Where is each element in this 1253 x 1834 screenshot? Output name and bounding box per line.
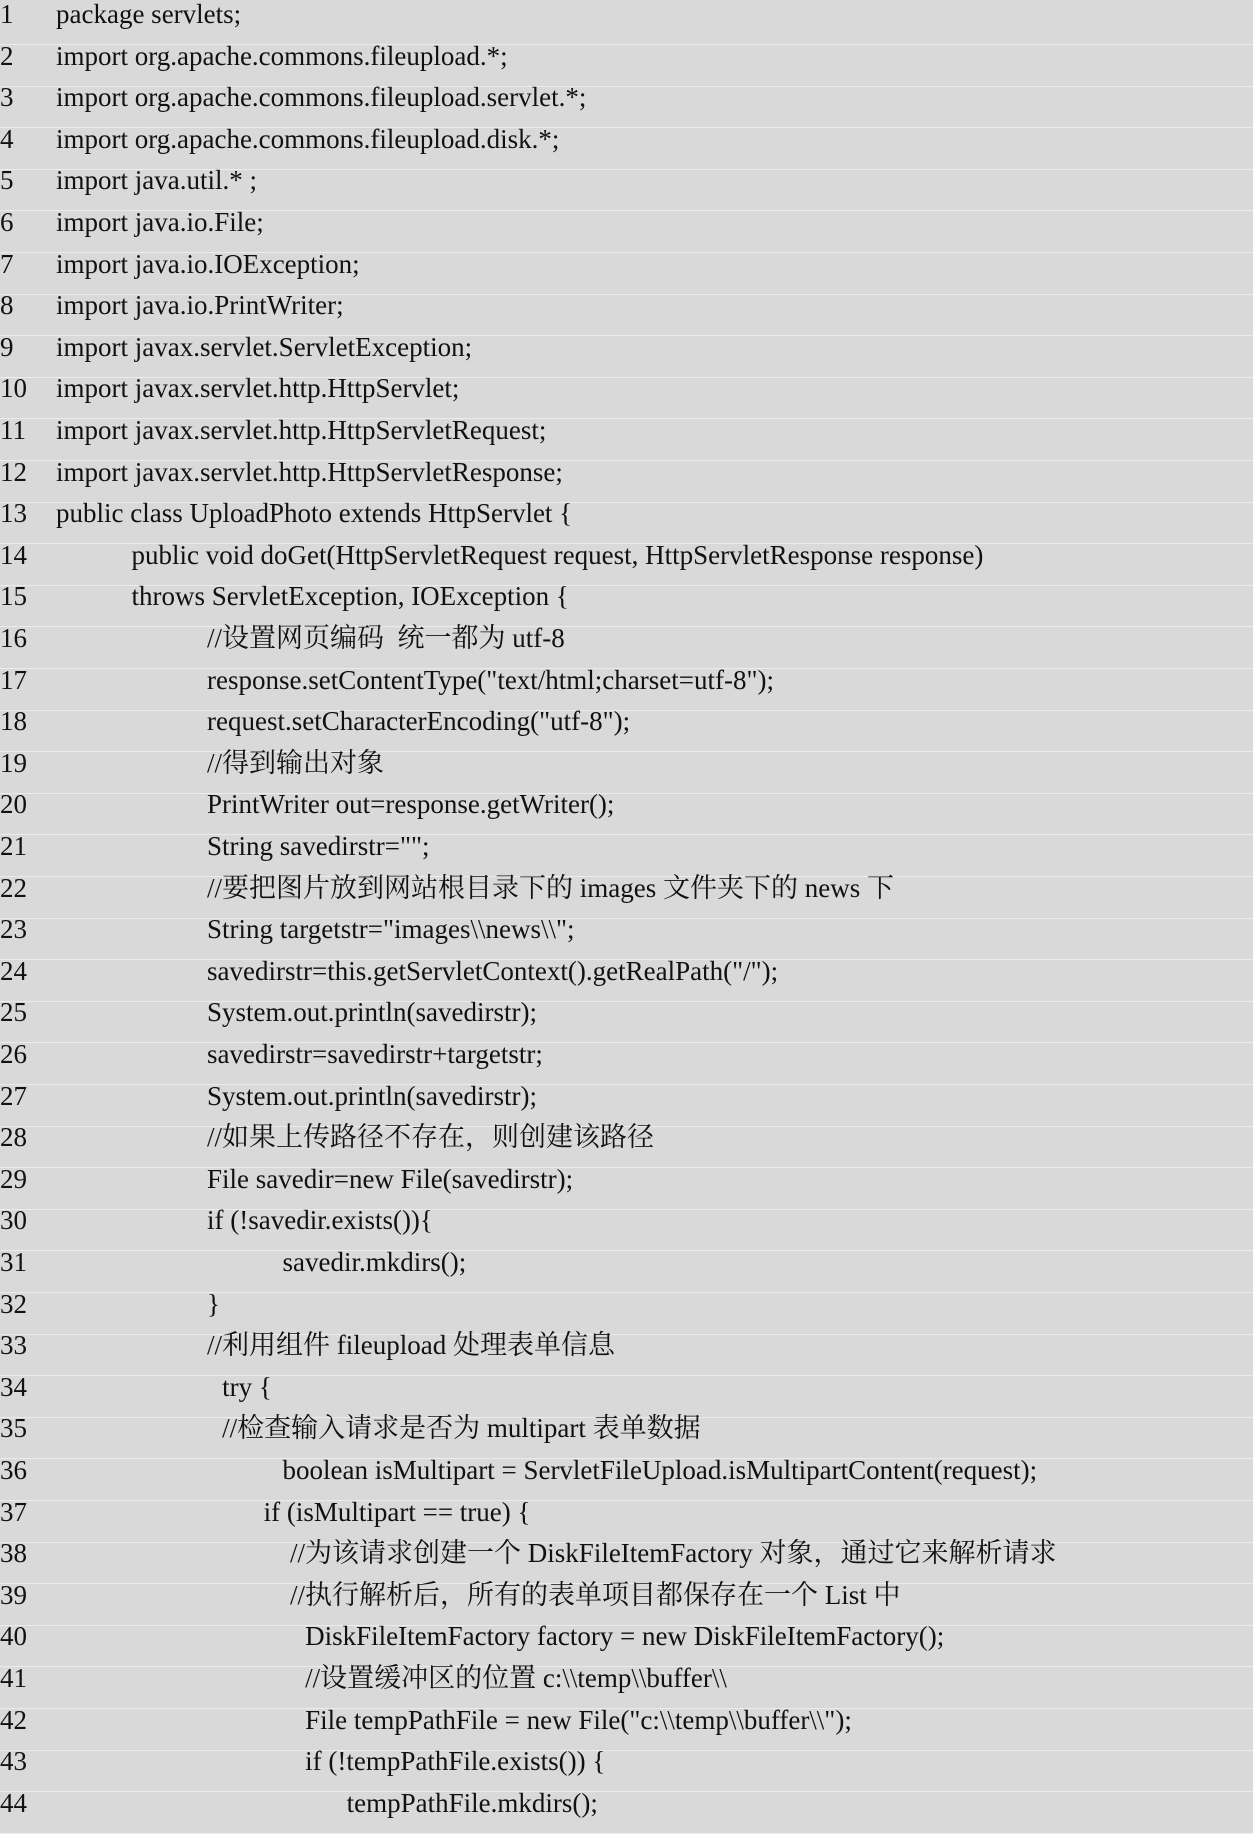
line-number: 4 <box>0 123 14 154</box>
code-text: //得到输出对象 <box>207 747 385 778</box>
code-text: savedir.mkdirs(); <box>282 1247 467 1277</box>
line-number: 17 <box>0 664 27 695</box>
line-number: 35 <box>0 1413 27 1444</box>
line-number: 7 <box>0 248 14 279</box>
code-text: System.out.println(savedirstr); <box>207 1080 537 1111</box>
code-line <box>0 581 1253 627</box>
code-text: //为该请求创建一个 DiskFileItemFactory 对象，通过它来解析请求 <box>290 1538 1057 1569</box>
line-number: 30 <box>0 1205 27 1236</box>
code-line <box>0 1163 1253 1210</box>
code-text: throws ServletException, IOException { <box>131 581 569 612</box>
code-line <box>0 1247 1253 1293</box>
line-number: 26 <box>0 1039 27 1069</box>
line-number: 22 <box>0 872 27 903</box>
line-number: 12 <box>0 456 27 487</box>
line-number: 34 <box>0 1371 27 1402</box>
code-line <box>0 1288 1253 1335</box>
code-text: import java.io.File; <box>56 207 264 237</box>
code-text: import org.apache.commons.fileupload.disk.*; <box>56 123 560 154</box>
code-text: String targetstr="images\\news\\"; <box>207 914 575 945</box>
code-text: import java.io.IOException; <box>56 248 360 279</box>
code-text: //设置网页编码 统一都为 utf-8 <box>207 623 565 653</box>
code-text: tempPathFile.mkdirs(); <box>346 1787 598 1818</box>
code-text: PrintWriter out=response.getWriter(); <box>207 789 615 820</box>
line-number: 23 <box>0 914 27 945</box>
code-line <box>0 747 1253 794</box>
code-text: System.out.println(savedirstr); <box>207 997 537 1028</box>
code-text: //利用组件 fileupload 处理表单信息 <box>207 1330 615 1361</box>
line-number: 1 <box>0 0 14 29</box>
line-number: 13 <box>0 498 27 529</box>
line-number: 28 <box>0 1122 27 1153</box>
code-text: import java.util.* ; <box>56 165 257 196</box>
code-text: //设置缓冲区的位置 c:\\temp\\buffer\\ <box>305 1663 727 1693</box>
code-text: import javax.servlet.http.HttpServletResponse; <box>56 456 563 487</box>
line-number: 44 <box>0 1787 27 1818</box>
line-number: 18 <box>0 706 27 737</box>
code-line <box>0 1704 1253 1751</box>
line-number: 16 <box>0 623 27 653</box>
line-number: 2 <box>0 40 14 71</box>
line-number: 19 <box>0 747 27 778</box>
code-text: //如果上传路径不存在，则创建该路径 <box>207 1122 655 1153</box>
code-line <box>0 872 1253 919</box>
line-number: 41 <box>0 1663 27 1693</box>
code-line <box>0 1455 1253 1501</box>
line-number: 14 <box>0 539 27 570</box>
code-text: public class UploadPhoto extends HttpServlet { <box>56 498 573 529</box>
code-text: import javax.servlet.http.HttpServlet; <box>56 373 460 404</box>
code-text: boolean isMultipart = ServletFileUpload.isMultipartContent(request); <box>282 1455 1038 1485</box>
line-number: 5 <box>0 165 14 196</box>
code-text: String savedirstr=""; <box>207 831 430 861</box>
line-number: 27 <box>0 1080 27 1111</box>
code-text: import org.apache.commons.fileupload.*; <box>56 40 508 71</box>
code-text: request.setCharacterEncoding("utf-8"); <box>207 706 631 737</box>
code-text: } <box>207 1288 220 1319</box>
code-line <box>0 1122 1253 1168</box>
line-number: 24 <box>0 955 27 986</box>
code-line <box>0 1039 1253 1085</box>
code-text: //执行解析后，所有的表单项目都保存在一个 List 中 <box>290 1579 901 1610</box>
line-number: 11 <box>0 415 26 445</box>
line-number: 29 <box>0 1163 27 1194</box>
code-line <box>0 1205 1253 1251</box>
code-text: import org.apache.commons.fileupload.servlet.*; <box>56 82 587 113</box>
line-number: 3 <box>0 82 14 113</box>
code-text: import javax.servlet.ServletException; <box>56 331 473 362</box>
code-text: DiskFileItemFactory factory = new DiskFileItemFactory(); <box>305 1621 945 1652</box>
line-number: 9 <box>0 331 14 362</box>
code-text: if (!tempPathFile.exists()) { <box>305 1746 606 1777</box>
line-number: 6 <box>0 207 14 237</box>
code-text: public void doGet(HttpServletRequest request, HttpServletResponse response) <box>131 539 984 570</box>
line-number: 40 <box>0 1621 27 1652</box>
code-line <box>0 789 1253 835</box>
code-text: import javax.servlet.http.HttpServletRequest; <box>56 415 547 445</box>
line-number: 39 <box>0 1579 27 1610</box>
code-line <box>0 955 1253 1002</box>
code-text: File savedir=new File(savedirstr); <box>207 1163 574 1194</box>
line-number: 43 <box>0 1746 27 1777</box>
code-text: if (isMultipart == true) { <box>263 1496 531 1527</box>
line-number: 21 <box>0 831 27 861</box>
code-text: import java.io.PrintWriter; <box>56 290 344 321</box>
code-line <box>0 1330 1253 1376</box>
line-number: 8 <box>0 290 14 321</box>
code-text: //检查输入请求是否为 multipart 表单数据 <box>222 1413 701 1444</box>
line-number: 36 <box>0 1455 27 1485</box>
code-text: response.setContentType("text/html;charset=utf-8"); <box>207 664 774 695</box>
code-line <box>0 1787 1253 1834</box>
line-number: 25 <box>0 997 27 1028</box>
line-number: 42 <box>0 1704 27 1735</box>
code-text: try { <box>222 1371 272 1402</box>
line-number: 33 <box>0 1330 27 1361</box>
code-text: if (!savedir.exists()){ <box>207 1205 433 1236</box>
code-line <box>0 997 1253 1043</box>
line-number: 37 <box>0 1496 27 1527</box>
line-number: 38 <box>0 1538 27 1569</box>
line-number: 20 <box>0 789 27 820</box>
code-text: savedirstr=this.getServletContext().getRealPath("/"); <box>207 955 779 986</box>
line-number: 32 <box>0 1288 27 1319</box>
code-line <box>0 1746 1253 1792</box>
line-number: 10 <box>0 373 27 404</box>
code-text: package servlets; <box>56 0 242 29</box>
line-number: 15 <box>0 581 27 612</box>
code-text: savedirstr=savedirstr+targetstr; <box>207 1039 543 1069</box>
code-text: //要把图片放到网站根目录下的 images 文件夹下的 news 下 <box>207 872 894 903</box>
line-number: 31 <box>0 1247 27 1277</box>
code-line <box>0 706 1253 752</box>
code-text: File tempPathFile = new File("c:\\temp\\buffer\\"); <box>305 1704 852 1735</box>
